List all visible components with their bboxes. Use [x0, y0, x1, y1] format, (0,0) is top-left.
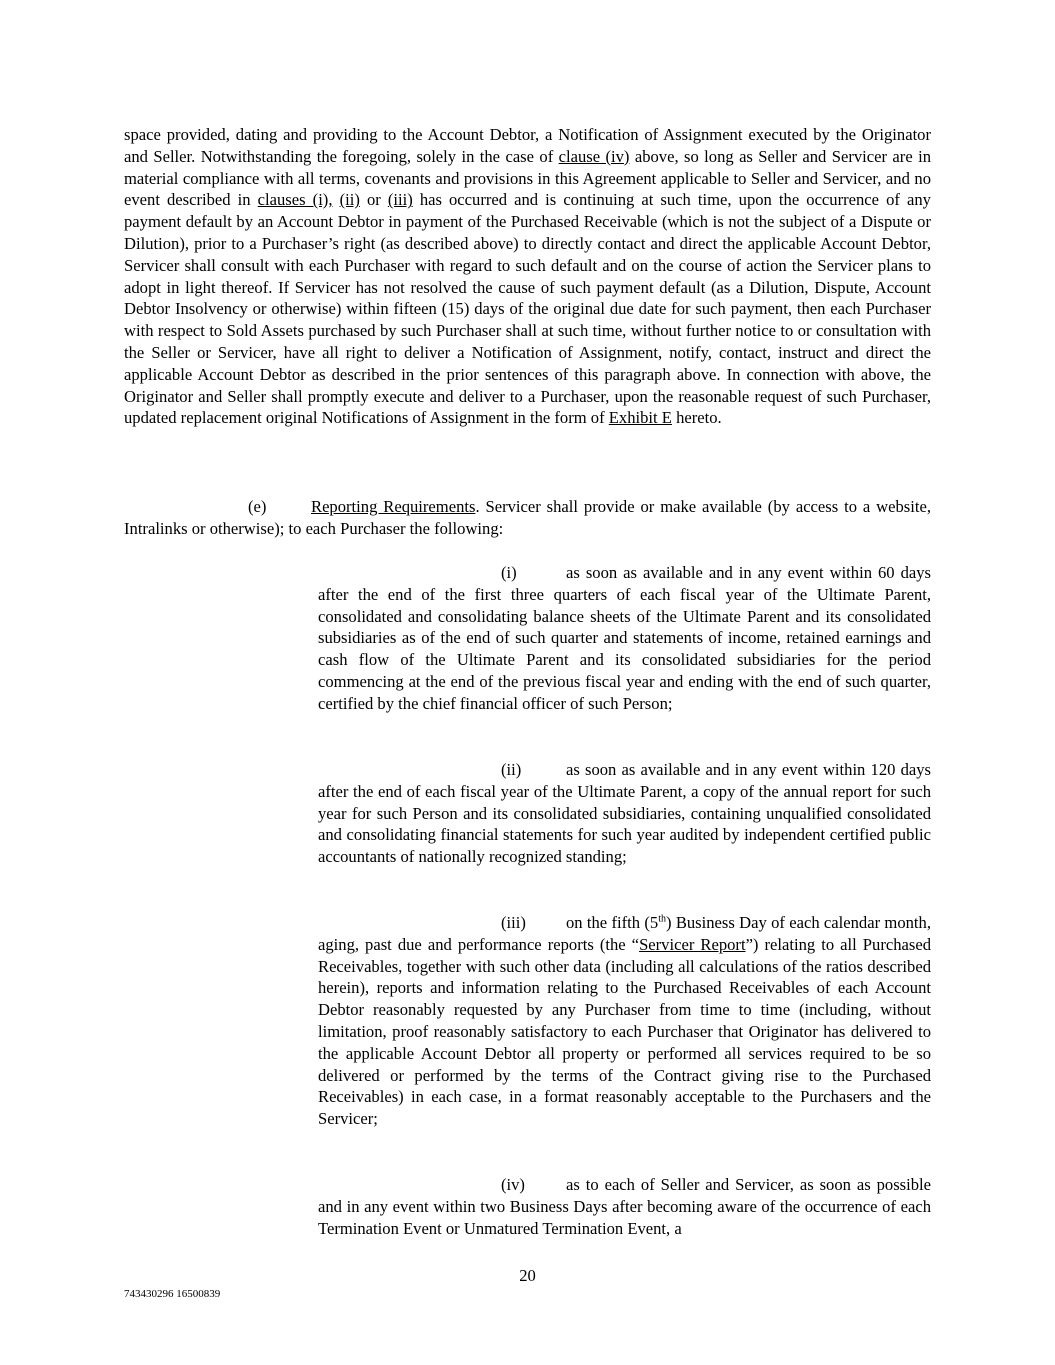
- item-text: as to each of Seller and Servicer, as soon as possible and in any event within two Business Days after becoming aware of the occurrence of each Termination Event or Unmatured Termination Event, a: [318, 1175, 931, 1238]
- item-number: (iv): [501, 1175, 525, 1194]
- list-item-ii: [318, 759, 931, 868]
- cross-ref-clauses-i: clauses (i),: [257, 190, 333, 210]
- list-item-i: [318, 562, 931, 715]
- item-text: as soon as available and in any event within 120 days after the end of each fiscal year of the Ultimate Parent, a copy of the annual report for such year for such Person and its consolidated subsidiaries, containing unqualified consolidated and consolidating financial statements for such year audited by independent certified public accountants of nationally recognized standing;: [318, 760, 931, 867]
- document-id: 743430296 16500839: [124, 1288, 221, 1300]
- item-number: (ii): [501, 760, 522, 779]
- item-text: ”) relating to all Purchased Receivables, together with such other data (including all calculations of the ratios described herein), reports and information relating to the Purchased Receivables of each Account Debtor reasonably requested by any Purchaser from time to time (including, without limitation, proof reasonably satisfactory to each Purchaser that Originator has delivered to the applicable Account Debtor all property or performed all services required to be so delivered or performed by the terms of the Contract giving rise to the Purchased Receivables) in each case, in a format reasonably acceptable to the Purchasers and the Servicer;: [318, 934, 932, 1129]
- paragraph-text: or: [359, 190, 388, 210]
- cross-ref-clause-iv: clause (iv): [558, 146, 630, 166]
- item-text: as soon as available and in any event within 60 days after the end of the first three quarters of each fiscal year of the Ultimate Parent, consolidated and consolidating balance sheets of the Ultimate Parent and its consolidated subsidiaries as of the end of such quarter and statements of income, retained earnings and cash flow of the Ultimate Parent and its consolidated subsidiaries for the period commencing at the end of the previous fiscal year and ending with the end of such quarter, certified by the chief financial officer of such Person;: [318, 563, 931, 713]
- ordinal-superscript: th: [658, 913, 666, 925]
- item-number: (i): [501, 563, 517, 582]
- cross-ref-ii: (ii): [339, 190, 360, 210]
- item-number: (iii): [501, 913, 526, 932]
- item-text: ) Business Day of each calendar month, aging, past due and performance reports (the “: [318, 913, 931, 954]
- item-text: on the fifth (5: [566, 913, 659, 932]
- paragraph-text: hereto.: [671, 408, 722, 428]
- page-number: 20: [519, 1266, 536, 1285]
- paragraph-text: has occurred and is continuing at such time, upon the occurrence of any payment default by an Account Debtor in payment of the Purchased Receivable (which is not the subject of a Dispute or Dilution), prior to a Purchaser’s right (as described above) to directly contact and direct the applicable Account Debtor, Servicer shall consult with each Purchaser with regard to such default and on the course of action the Servicer plans to adopt in light thereof. If Servicer has not resolved the cause of such payment default (as a Dilution, Dispute, Account Debtor Insolvency or otherwise) within fifteen (15) days of the original due date for such payment, then each Purchaser with respect to Sold Assets purchased by such Purchaser shall at such time, without further notice to or consultation with the Seller or Servicer, have all right to deliver a Notification of Assignment, notify, contact, instruct and direct the applicable Account Debtor as described in the prior sentences of this paragraph above. In connection with above, the Originator and Seller shall promptly execute and deliver to a Purchaser, upon the reasonable request of such Purchaser, updated replacement original Notifications of Assignment in the form of: [124, 190, 931, 428]
- section-e-heading: Reporting Requirements: [311, 497, 476, 516]
- paragraph-text: above, so long as Seller and Servicer are in material compliance with all terms, covenants and provisions in this Agreement applicable to Seller and Servicer, and no event described in: [124, 146, 931, 210]
- list-item-iv: [318, 1174, 931, 1239]
- section-e-number: (e): [248, 497, 267, 516]
- section-e-text: . Servicer shall provide or make available (by access to a website, Intralinks or otherwise); to each Purchaser the following:: [124, 497, 931, 538]
- paragraph-text: [332, 190, 339, 209]
- defined-term-servicer-report: Servicer Report: [639, 934, 746, 954]
- cross-ref-iii: (iii): [387, 190, 413, 210]
- paragraph-text: space provided, dating and providing to the Account Debtor, a Notification of Assignment executed by the Originator and Seller. Notwithstanding the foregoing, solely in the case of: [124, 125, 931, 166]
- body-paragraph-top: [124, 124, 931, 429]
- cross-ref-exhibit-e: Exhibit E: [608, 408, 672, 428]
- list-item-iii: [318, 912, 931, 1130]
- section-e-paragraph: [124, 496, 931, 540]
